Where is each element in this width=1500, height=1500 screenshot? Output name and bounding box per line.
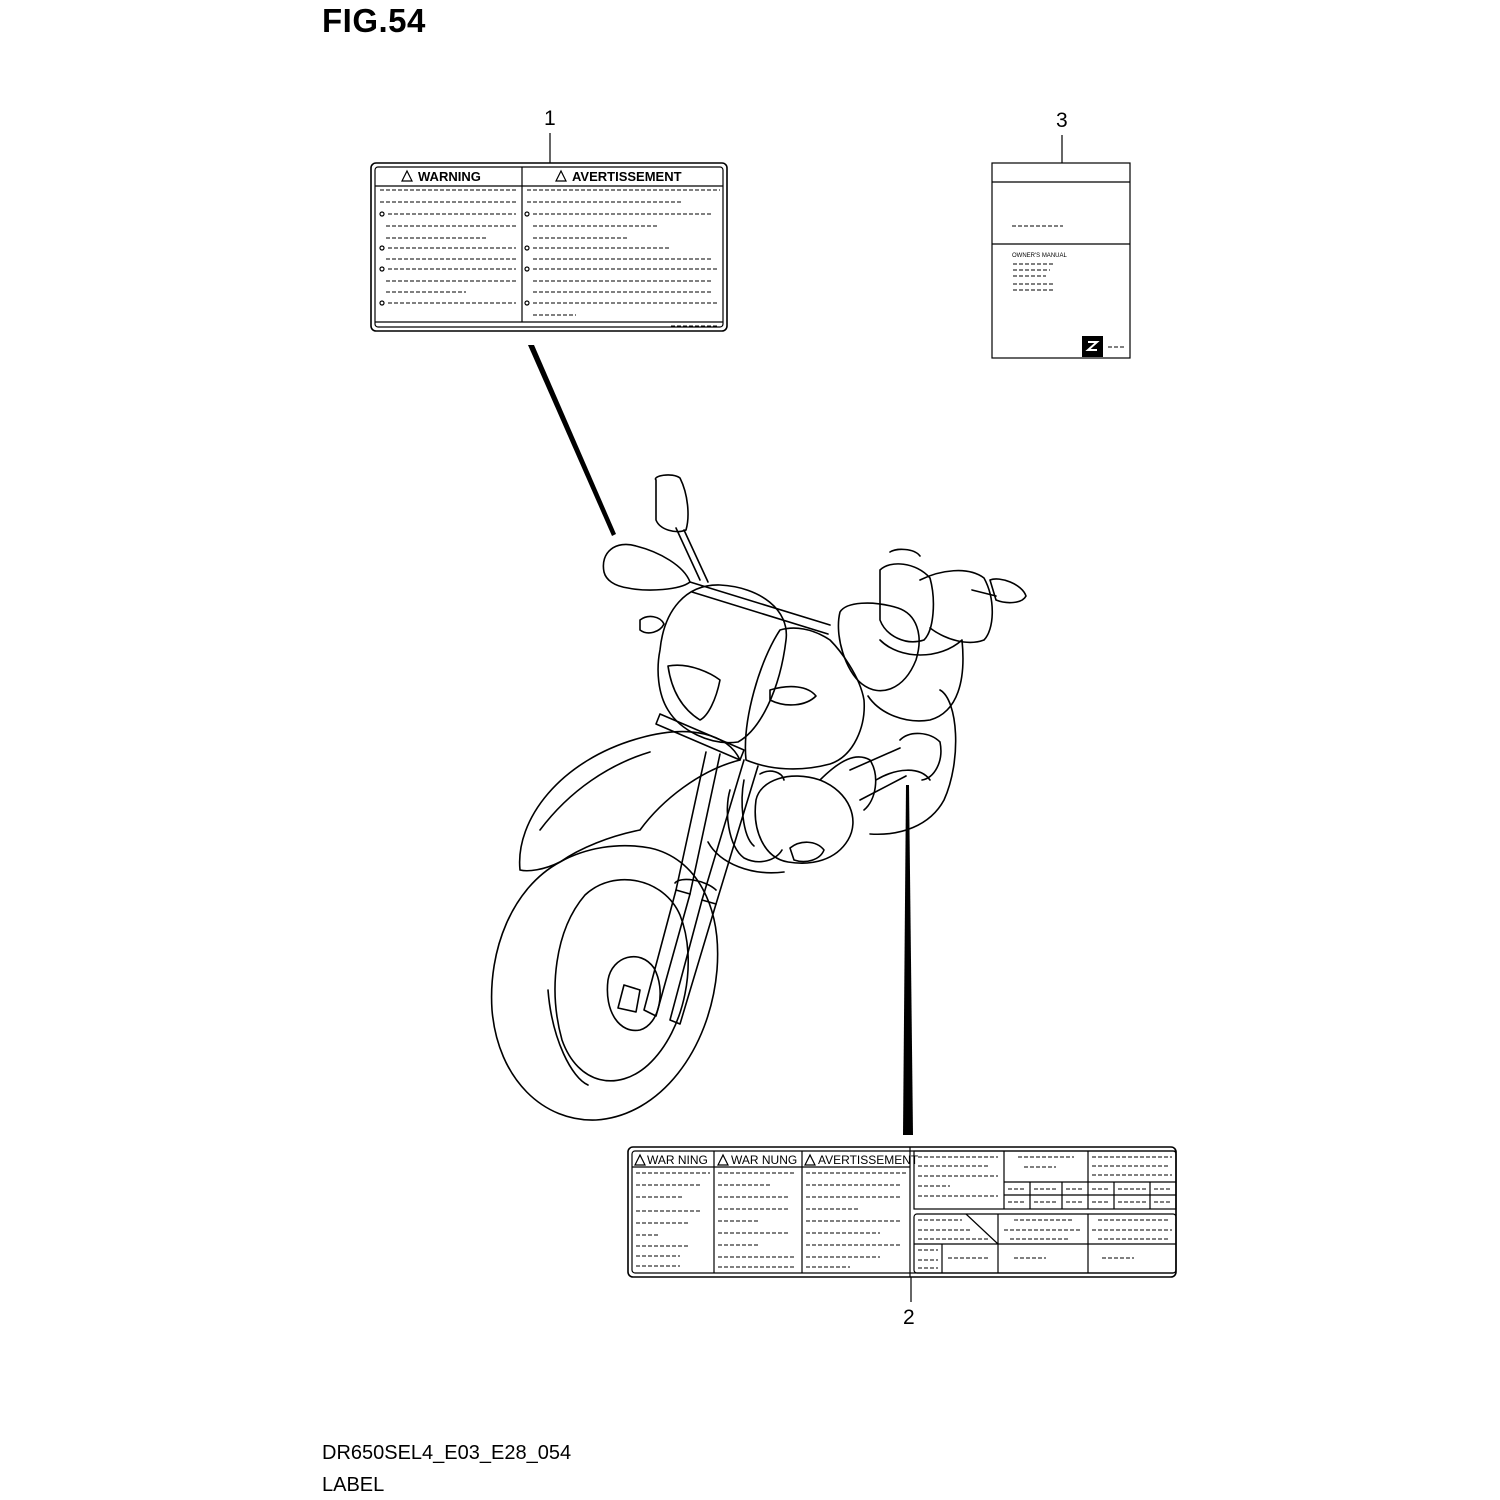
label-2-text-lines	[636, 1173, 906, 1267]
label-2-pointer	[903, 785, 913, 1135]
label-1-warning-sticker[interactable]	[371, 163, 727, 331]
callout-1: 1	[544, 107, 556, 130]
motorcycle-illustration	[492, 475, 1026, 1120]
label-1-pointer	[528, 345, 616, 536]
label-1-text-lines-en	[380, 190, 516, 305]
warning-triangle-icon	[635, 1155, 645, 1165]
warning-triangle-icon	[805, 1155, 815, 1165]
label-2-heading-en: WAR NING	[647, 1153, 708, 1167]
warning-triangle-icon	[718, 1155, 728, 1165]
label-1-text-lines-fr	[525, 190, 720, 326]
label-1-heading-en: WARNING	[418, 169, 481, 184]
model-code: DR650SEL4_E03_E28_054	[322, 1442, 572, 1464]
callout-3: 3	[1056, 109, 1068, 132]
label-2-heading-de: WAR NUNG	[731, 1153, 798, 1167]
label-2-tire-info-table	[914, 1151, 1176, 1209]
label-2-load-info-table	[914, 1214, 1176, 1273]
figure-title: FIG.54	[322, 2, 426, 39]
callout-2: 2	[903, 1306, 915, 1329]
label-3-manual-text: OWNER'S MANUAL	[1012, 253, 1067, 259]
label-3-owners-manual[interactable]	[992, 163, 1130, 358]
section-name: LABEL	[322, 1474, 385, 1496]
warning-triangle-icon	[556, 171, 566, 181]
label-1-heading-fr: AVERTISSEMENT	[572, 169, 682, 184]
label-2-heading-fr: AVERTISSEMENT	[818, 1153, 919, 1167]
label-2-warning-sticker[interactable]	[628, 1147, 1176, 1277]
warning-triangle-icon	[402, 171, 412, 181]
